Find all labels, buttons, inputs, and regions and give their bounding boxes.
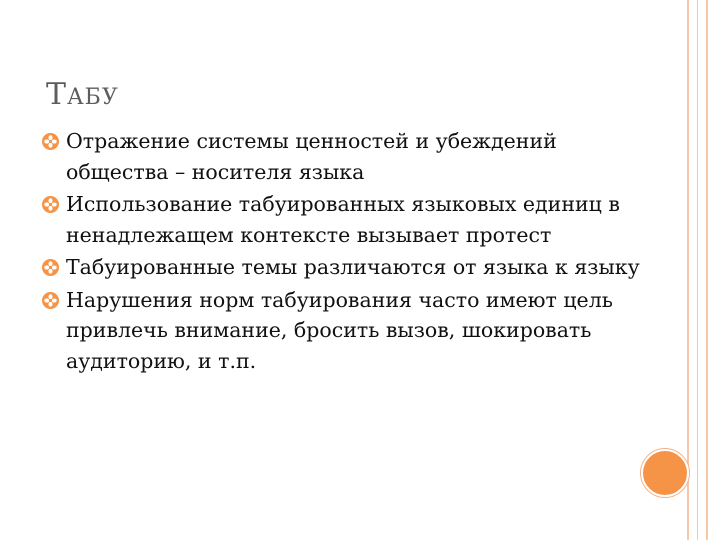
bullet-item xyxy=(42,126,662,187)
flower-bullet-icon xyxy=(42,292,59,309)
bullet-item xyxy=(42,252,662,283)
slide-title-rest: АБУ xyxy=(67,85,119,110)
slide-title xyxy=(46,74,119,112)
slide-title-first-letter: Т xyxy=(46,77,68,112)
right-edge-line xyxy=(697,0,698,540)
flower-bullet-icon xyxy=(42,133,59,150)
flower-bullet-icon xyxy=(42,259,59,276)
bullet-text: Табуированные темы различаются от языка к языку xyxy=(66,255,640,279)
bullet-item xyxy=(42,189,662,250)
orange-circle-decoration xyxy=(641,449,689,497)
flower-bullet-icon xyxy=(42,196,59,213)
right-edge-line xyxy=(687,0,689,540)
bullet-text: Отражение системы ценностей и убеждений общества – носителя языка xyxy=(66,129,557,184)
bullet-text: Использование табуированных языковых единиц в ненадлежащем контексте вызывает протест xyxy=(66,192,620,247)
bullet-list xyxy=(42,126,662,378)
bullet-text: Нарушения норм табуирования часто имеют цель привлечь внимание, бросить вызов, шокировать аудиторию, и т.п. xyxy=(66,287,613,373)
bullet-item xyxy=(42,285,662,377)
right-edge-line xyxy=(706,0,708,540)
